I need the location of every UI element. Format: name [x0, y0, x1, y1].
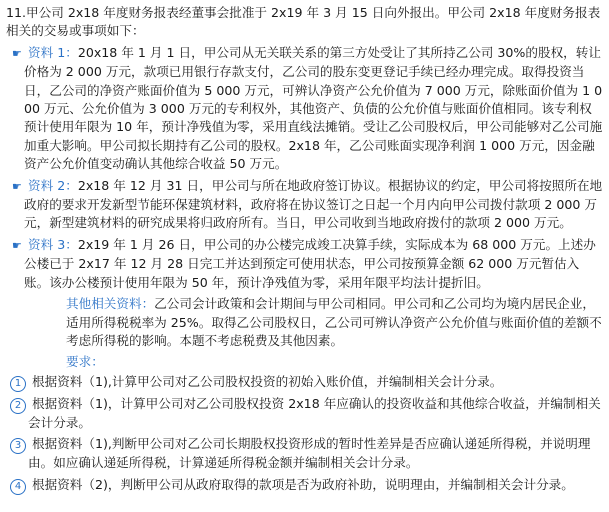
material-2	[6, 177, 604, 233]
question-2	[6, 395, 604, 432]
question-4-text: 根据资料（2)，判断甲公司从政府取得的款项是否为政府补助，说明理由，并编制相关会计分录。	[32, 476, 574, 492]
material-2-label: 资料 2：	[28, 177, 78, 193]
other-info-text: 乙公司会计政策和会计期间与甲公司相同。甲公司和乙公司均为境内居民企业，适用所得税税率为 25%。取得乙公司股权日，乙公司可辨认净资产公允价值与账面价值的差额不考虑所得税的影响。本题不考虑税费及其他因素。	[66, 296, 602, 348]
question-number-badge: 4	[10, 479, 26, 495]
question-3-text: 根据资料（1),判断甲公司对乙公司长期股权投资形成的暂时性差异是否应确认递延所得税，并说明理由。如应确认递延所得税，计算递延所得税金额并编制相关会计分录。	[28, 436, 591, 471]
material-1-label: 资料 1：	[28, 44, 78, 60]
pointer-icon: ☛	[12, 46, 22, 60]
question-document	[6, 4, 604, 498]
question-1	[6, 373, 604, 392]
requirements-title: 要求：	[66, 354, 104, 370]
material-1	[6, 44, 604, 174]
question-4	[6, 476, 604, 495]
material-1-text: 20x18 年 1 月 1 日，甲公司从无关联关系的第三方处受让了其所持乙公司 30%的股权，转让价格为 2 000 万元，款项已用银行存款支付，乙公司的股东变更登记手续已经办理完成。取得投资当日，乙公司的净资产账面价值为 5 000 万元，可辨认净资产公允价值为 7 000 万元，除账面价值为 1 000 万元、公允价值为 3 000 万元的专利权外，其他资产、负债的公允价值与账面价值相同。该专利权预计使用年限为 10 年，预计净残值为零，采用直线法摊销。受让乙公司股权后，甲公司能够对乙公司施加重大影响。甲公司拟长期持有乙公司的股权。2x18 年，乙公司账面实现净利润 1 000 万元，因金融资产公允价值变动确认其他综合收益 50 万元。	[24, 44, 603, 172]
question-number-badge: 3	[10, 438, 26, 454]
material-3-label: 资料 3：	[28, 236, 78, 252]
other-info-label: 其他相关资料：	[66, 296, 155, 312]
question-3	[6, 435, 604, 472]
pointer-icon: ☛	[12, 179, 22, 193]
question-number-badge: 1	[10, 376, 26, 392]
material-3-text: 2x19 年 1 月 26 日，甲公司的办公楼完成竣工决算手续，实际成本为 68 000 万元。上述办公楼已于 2x17 年 12 月 28 日完工并达到预定可使用状态，甲公司按预算金额 62 000 万元暂估入账。该办公楼预计使用年限为 50 年，预计净残值为零，采用年限平均法计提折旧。	[24, 236, 596, 290]
material-3	[6, 236, 604, 292]
material-2-text: 2x18 年 12 月 31 日，甲公司与所在地政府签订协议。根据协议的约定，甲公司将按照所在地政府的要求开发新型节能环保建筑材料，政府将在协议签订之日起一个月内向甲公司拨付款项 2 000 万元，新型建筑材料的研究成果将归政府所有。当日，甲公司收到当地政府拨付的款项 2 000 万元。	[24, 177, 603, 231]
question-2-text: 根据资料（1)，计算甲公司对乙公司股权投资 2x18 年应确认的投资收益和其他综合收益，并编制相关会计分录。	[28, 395, 601, 430]
other-info	[6, 295, 604, 350]
question-number-badge: 2	[10, 398, 26, 414]
question-1-text: 根据资料（1),计算甲公司对乙公司股权投资的初始入账价值，并编制相关会计分录。	[32, 373, 503, 389]
pointer-icon: ☛	[12, 238, 22, 252]
question-intro: 11.甲公司 2x18 年度财务报表经董事会批准于 2x19 年 3 月 15 日向外报出。甲公司 2x18 年度财务报表相关的交易或事项如下：	[6, 5, 601, 39]
